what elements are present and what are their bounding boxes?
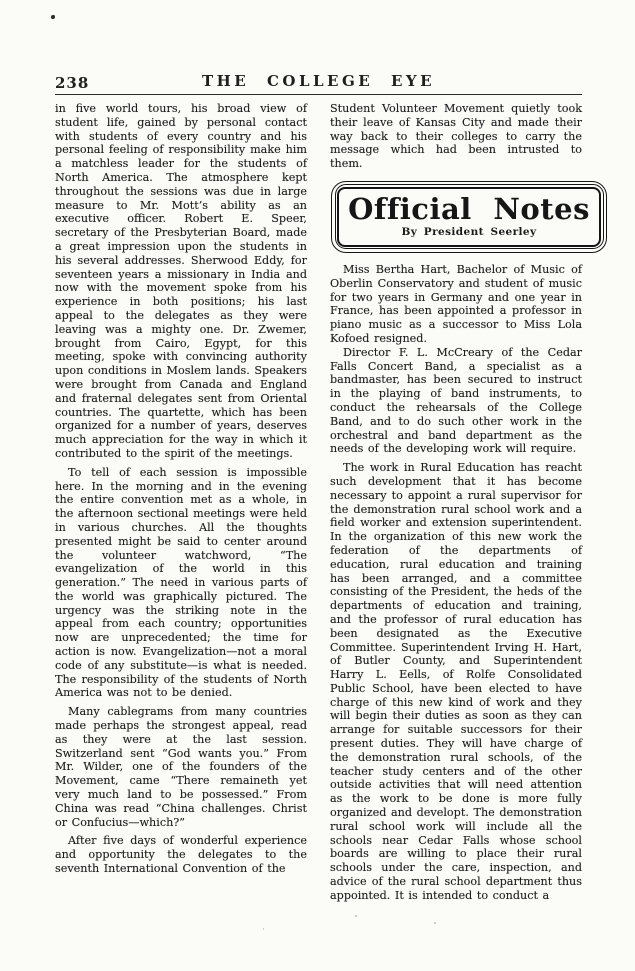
page-number: 238	[55, 74, 90, 92]
paragraph: The work in Rural Education has reacht such development that it has become necessary to appoint a rural supervisor for the demonstration rural school work and a field worker and extension superintendent. In the organization of this new work the federation of the departments of education, rural education and training has been arranged, and a committee consisting of the President, the heds of the departments of education and training, and the professor of rural education has been designated as the Executive Committee. Superintendent Irving H. Hart, of Butler County, and Superintendent Harry L. Eells, of Rolfe Consolidated Public School, have been elected to have charge of this new kind of work and they will begin their duties as soon as they can arrange for suitable successors for their present duties. They will have charge of the demonstration rural schools, of the teacher study centers and of the other outside activities that will need attention as the work to be done is more fully organized and developt. The demonstration rural school work will include all the schools near Cedar Falls whose school boards are willing to place their rural schools under the care, inspection, and advice of the rural school department thus appointed. It is intended to conduct a	[330, 461, 582, 902]
scan-noise	[434, 922, 436, 924]
paragraph-continuation: in five world tours, his broad view of student life, gained by personal contact with students of every country and his personal feeling of responsibility make him a matchless leader for the students of North America. The atmosphere kept throughout the sessions was due in large measure to Mr. Mott’s ability as an executive officer. Robert E. Speer, secretary of the Presbyterian Board, made a great impression upon the students in his several addresses. Sherwood Eddy, for seventeen years a missionary in India and now with the movement spoke from his experience in both positions; his last appeal to the delegates as they were leaving was a mighty one. Dr. Zwemer, brought from Cairo, Egypt, for this meeting, spoke with convincing authority upon conditions in Moslem lands. Speakers were brought from Canada and England and fraternal delegates sent from Oriental countries. The quartette, which has been organized for a number of years, deserves much appreciation for the way in which it contributed to the spirit of the meetings.	[55, 102, 307, 460]
left-column	[55, 102, 307, 903]
paragraph: Miss Bertha Hart, Bachelor of Music of Oberlin Conservatory and student of music for two years in Germany and one year in France, has been appointed a professor in piano music as a successor to Miss Lola Kofoed resigned.	[330, 262, 582, 345]
paragraph: After five days of wonderful experience and opportunity the delegates to the seventh International Convention of the	[55, 834, 307, 876]
official-notes-box-inner-rule	[337, 187, 601, 247]
paragraph: Director F. L. McCreary of the Cedar Falls Concert Band, a specialist as a bandmaster, has been secured to instruct in the playing of band instruments, to conduct the rehearsals of the College Band, and to do such other work in the orchestral and band department as the needs of the developing work will require.	[330, 345, 582, 456]
paragraph: Many cablegrams from many countries made perhaps the strongest appeal, read as they were at the last session. Switzerland sent “God wants you.” From Mr. Wilder, one of the founders of the Movement, came “There remaineth yet very much land to be possessed.” From China was read “China challenges. Christ or Confucius—which?”	[55, 705, 307, 829]
paragraph-continuation: Student Volunteer Movement quietly took their leave of Kansas City and made their way back to their colleges to carry the message which had been intrusted to them.	[330, 102, 582, 171]
official-notes-box	[331, 181, 607, 253]
page-content	[55, 70, 590, 903]
right-column	[330, 102, 590, 903]
page-title: THE COLLEGE EYE	[201, 72, 436, 90]
scan-noise	[263, 928, 264, 930]
official-notes-title: Official Notes	[348, 191, 590, 226]
page-header	[55, 70, 582, 95]
scan-noise	[355, 915, 357, 917]
paragraph: To tell of each session is impossible here. In the morning and in the evening the entire convention met as a whole, in the afternoon sectional meetings were held in various churches. All the thoughts presented might be said to center around the volunteer watchword, “The evangelization of the world in this generation.” The need in various parts of the world was graphically pictured. The urgency was the striking note in the appeal from each country; opportunities now are unprecedented; the time for action is now. Evangelization—not a moral code of any substitute—is what is needed. The responsibility of the students of North America was not to be denied.	[55, 465, 307, 700]
two-column-layout	[55, 102, 590, 903]
print-speck	[51, 15, 55, 19]
official-notes-byline: By President Seerley	[401, 225, 537, 238]
official-notes-box-middle-rule	[335, 184, 604, 249]
